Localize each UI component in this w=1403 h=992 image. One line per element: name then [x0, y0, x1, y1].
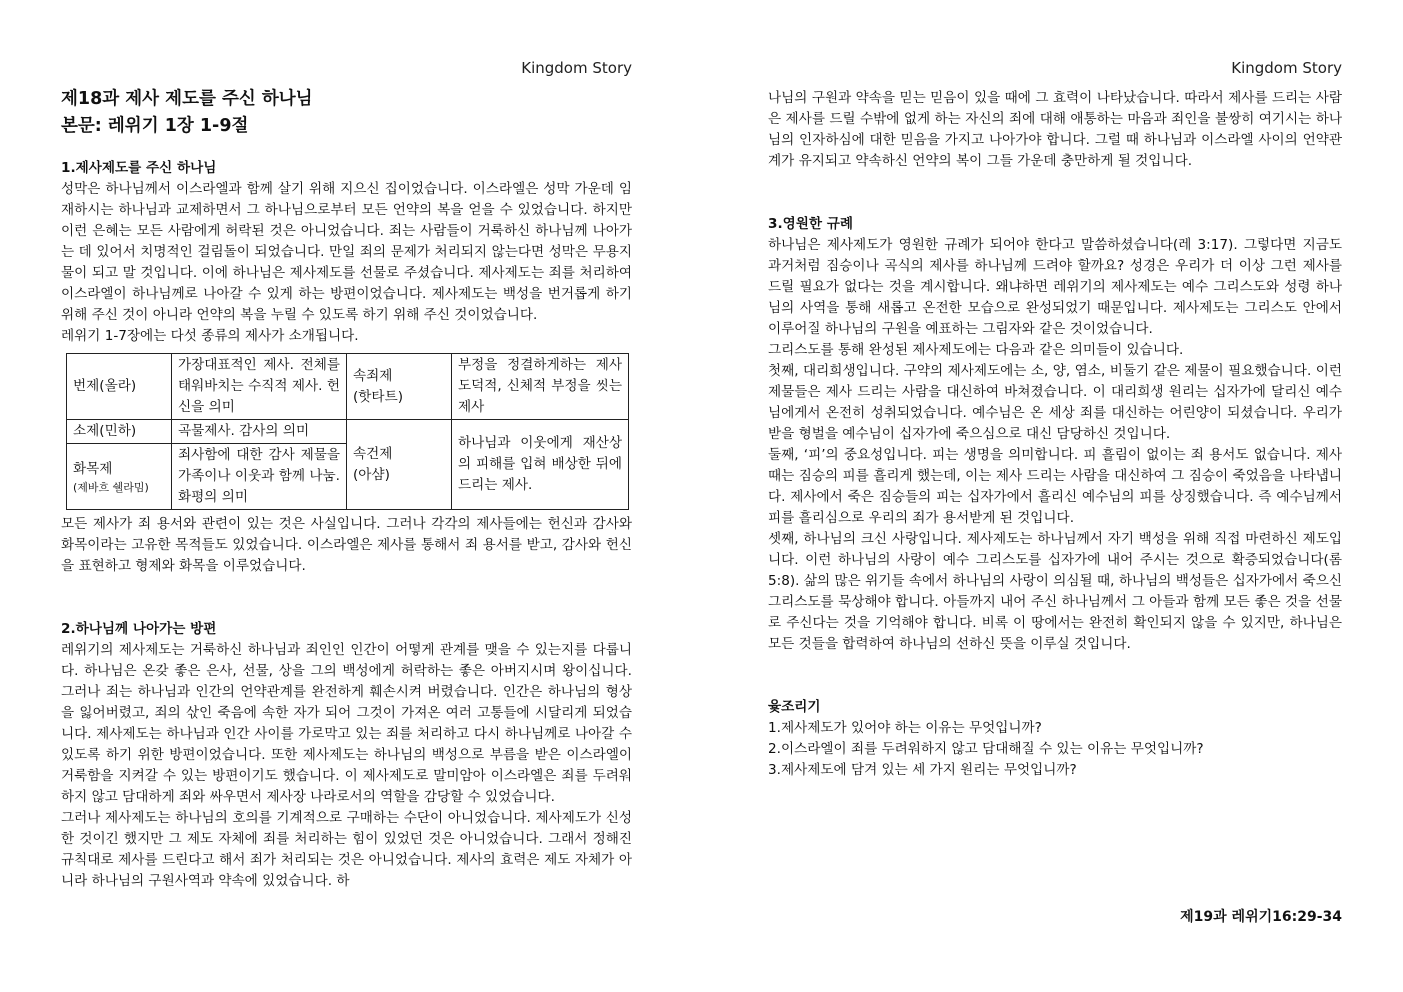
guilt-offering-desc: 하나님과 이웃에게 재산상의 피해를 입혀 배상한 뒤에 드리는 제사. — [452, 420, 629, 510]
section3-para1: 하나님은 제사제도가 영원한 규례가 되어야 한다고 말씀하셨습니다(레 3:17). 그렇다면 지금도 과거처럼 짐승이나 곡식의 제사를 하나님께 드려야 할까요? 성경은 우리가 더 이상 그런 제사를 드릴 필요가 없다는 것을 계시합니다. 왜냐하면 레위기의 제사제도는 예수 그리스도와 성령 하나님의 사역을 통해 새롭고 온전한 모습으로 완성되었기 때문입니다. 제사제도는 그리스도 안에서 이루어질 하나님의 구원을 예표하는 그림자와 같은 것이었습니다. — [768, 237, 1342, 337]
discussion-heading: 윷조리기 — [768, 699, 821, 715]
grain-offering-desc: 곡물제사. 감사의 의미 — [172, 420, 347, 444]
discussion-question-3: 3.제사제도에 담겨 있는 세 가지 원리는 무엇입니까? — [768, 762, 1077, 778]
discussion-question-1: 1.제사제도가 있어야 하는 이유는 무엇입니까? — [768, 720, 1042, 736]
right-column — [768, 88, 1342, 781]
right-page — [702, 0, 1403, 992]
peace-offering-desc: 죄사함에 대한 감사 제물을 가족이나 이웃과 함께 나눔. 화평의 의미 — [172, 444, 347, 510]
section3-para5: 셋째, 하나님의 크신 사랑입니다. 제사제도는 하나님께서 자기 백성을 위해 직접 마련하신 제도입니다. 이런 하나님의 사랑이 예수 그리스도를 십자가에 내어 주시는 것으로 확증되었습니다(롬 5:8). 삶의 많은 위기들 속에서 하나님의 사랑이 의심될 때, 하나님의 백성들은 십자가에서 죽으신 그리스도를 묵상해야 합니다. 아들까지 내어 주신 하나님께서 그 아들과 함께 모든 좋은 것을 선물로 주신다는 것을 기억해야 합니다. 비록 이 땅에서는 완전히 확인되지 않을 수 있지만, 하나님은 모든 것들을 합력하여 하나님의 선하신 뜻을 이루실 것입니다. — [768, 531, 1342, 652]
section2-para2: 그러나 제사제도는 하나님의 호의를 기계적으로 구매하는 수단이 아니었습니다. 제사제도가 신성한 것이긴 했지만 그 제도 자체에 죄를 처리하는 힘이 있었던 것은 아니었습니다. 그래서 정해진 규칙대로 제사를 드린다고 해서 죄가 처리되는 것은 아니었습니다. 제사의 효력은 제도 자체가 아니라 하나님의 구원사역과 약속에 있었습니다. 하 — [61, 810, 632, 889]
header-left: Kingdom Story — [521, 59, 632, 77]
guilt-offering-name: 속건제 (아샴) — [347, 420, 452, 510]
section2-heading: 2.하나님께 나아가는 방편 — [61, 621, 217, 637]
section1-heading: 1.제사제도를 주신 하나님 — [61, 160, 217, 176]
header-right: Kingdom Story — [1231, 59, 1342, 77]
section3-para2: 그리스도를 통해 완성된 제사제도에는 다음과 같은 의미들이 있습니다. — [768, 342, 1184, 358]
scripture-reference: 본문: 레위기 1장 1-9절 — [61, 116, 249, 136]
sin-offering-desc: 부정을 정결하게하는 제사 도덕적, 신체적 부정을 씻는 제사 — [452, 354, 629, 420]
left-page — [0, 0, 700, 992]
peace-offering-cell — [67, 444, 172, 510]
grain-offering-name: 소제(민하) — [67, 420, 172, 444]
section3-para3: 첫째, 대리희생입니다. 구약의 제사제도에는 소, 양, 염소, 비둘기 같은 제물이 필요했습니다. 이런 제물들은 제사 드리는 사람을 대신하여 바쳐졌습니다. 이 대리희생 원리는 십자가에 달리신 예수님에게서 온전히 성취되었습니다. 예수님은 온 세상 죄를 대신하는 어린양이 되셨습니다. 우리가 받을 형벌을 예수님이 십자가에 죽으심으로 대신 담당하신 것입니다. — [768, 363, 1342, 442]
burnt-offering-name: 번제(올라) — [67, 354, 172, 420]
sacrifice-table — [66, 353, 629, 510]
left-column — [61, 86, 632, 892]
section3-para4: 둘째, ‘피’의 중요성입니다. 피는 생명을 의미합니다. 피 흘림이 없이는 죄 용서도 없습니다. 제사 때는 짐승의 피를 흘리게 했는데, 이는 제사 드리는 사람을 대신하여 그 짐승이 죽었음을 나타냅니다. 제사에서 죽은 짐승들의 피는 십자가에서 흘리신 예수님의 피를 상징했습니다. 즉 예수님께서 피를 흘리심으로 우리의 죄가 용서받게 된 것입니다. — [768, 447, 1342, 526]
peace-offering-name: 화목제 — [73, 460, 113, 477]
section1-para2: 레위기 1-7장에는 다섯 종류의 제사가 소개됩니다. — [61, 328, 359, 344]
section2-para2-continued: 나님의 구원과 약속을 믿는 믿음이 있을 때에 그 효력이 나타났습니다. 따라서 제사를 드리는 사람은 제사를 드릴 수밖에 없게 하는 자신의 죄에 대해 애통하는 마음과 죄인을 불쌍히 여기시는 하나님의 인자하심에 대한 믿음을 가지고 나아가야 합니다. 그럴 때 하나님과 이스라엘 사이의 언약관계가 유지되고 약속하신 언약의 복이 그들 가운데 충만하게 될 것입니다. — [768, 90, 1342, 169]
section3-heading: 3.영원한 규례 — [768, 216, 854, 232]
section1-para1: 성막은 하나님께서 이스라엘과 함께 살기 위해 지으신 집이었습니다. 이스라엘은 성막 가운데 임재하시는 하나님과 교제하면서 그 하나님으로부터 모든 언약의 복을 얻을 수 있었습니다. 하지만 이런 은혜는 모든 사람에게 허락된 것은 아니었습니다. 죄는 사람들이 거룩하신 하나님께 나아가는 데 있어서 치명적인 걸림돌이 되었습니다. 만일 죄의 문제가 처리되지 않는다면 성막은 무용지물이 되고 말 것입니다. 이에 하나님은 제사제도를 선물로 주셨습니다. 제사제도는 죄를 처리하여 이스라엘이 하나님께로 나아갈 수 있게 하는 방편이었습니다. 제사제도는 백성을 번거롭게 하기 위해 주신 것이 아니라 언약의 복을 누릴 수 있도록 하기 위해 주신 것이었습니다. — [61, 181, 632, 323]
peace-offering-subname: (제바흐 쉘라밈) — [73, 480, 149, 494]
lesson-title: 제18과 제사 제도를 주신 하나님 — [61, 89, 313, 109]
next-lesson-footer: 제19과 레위기16:29-34 — [1180, 909, 1342, 925]
discussion-question-2: 2.이스라엘이 죄를 두려워하지 않고 담대해질 수 있는 이유는 무엇입니까? — [768, 741, 1204, 757]
sin-offering-name: 속죄제 (핫타트) — [347, 354, 452, 420]
section2-para1: 레위기의 제사제도는 거룩하신 하나님과 죄인인 인간이 어떻게 관계를 맺을 수 있는지를 다룹니다. 하나님은 온갖 좋은 은사, 선물, 상을 그의 백성에게 허락하는 좋은 아버지시며 왕이십니다. 그러나 죄는 하나님과 인간의 언약관계를 완전하게 훼손시켜 버렸습니다. 인간은 하나님의 형상을 잃어버렸고, 죄의 삯인 죽음에 속한 자가 되어 그것이 가져온 여러 고통들에 시달리게 되었습니다. 제사제도는 하나님과 인간 사이를 가로막고 있는 죄를 처리하고 다시 하나님께로 나아갈 수 있도록 하기 위한 방편이었습니다. 또한 제사제도는 하나님의 백성으로 부름을 받은 이스라엘이 거룩함을 지켜갈 수 있는 방편이기도 했습니다. 이 제사제도로 말미암아 이스라엘은 죄를 두려워하지 않고 담대하게 죄와 싸우면서 제사장 나라로서의 역할을 감당할 수 있었습니다. — [61, 642, 632, 805]
section1-para3: 모든 제사가 죄 용서와 관련이 있는 것은 사실입니다. 그러나 각각의 제사들에는 헌신과 감사와 화목이라는 고유한 목적들도 있었습니다. 이스라엘은 제사를 통해서 죄 용서를 받고, 감사와 헌신을 표현하고 형제와 화목을 이루었습니다. — [61, 516, 632, 574]
burnt-offering-desc: 가장대표적인 제사. 전체를 태워바치는 수직적 제사. 헌신을 의미 — [172, 354, 347, 420]
